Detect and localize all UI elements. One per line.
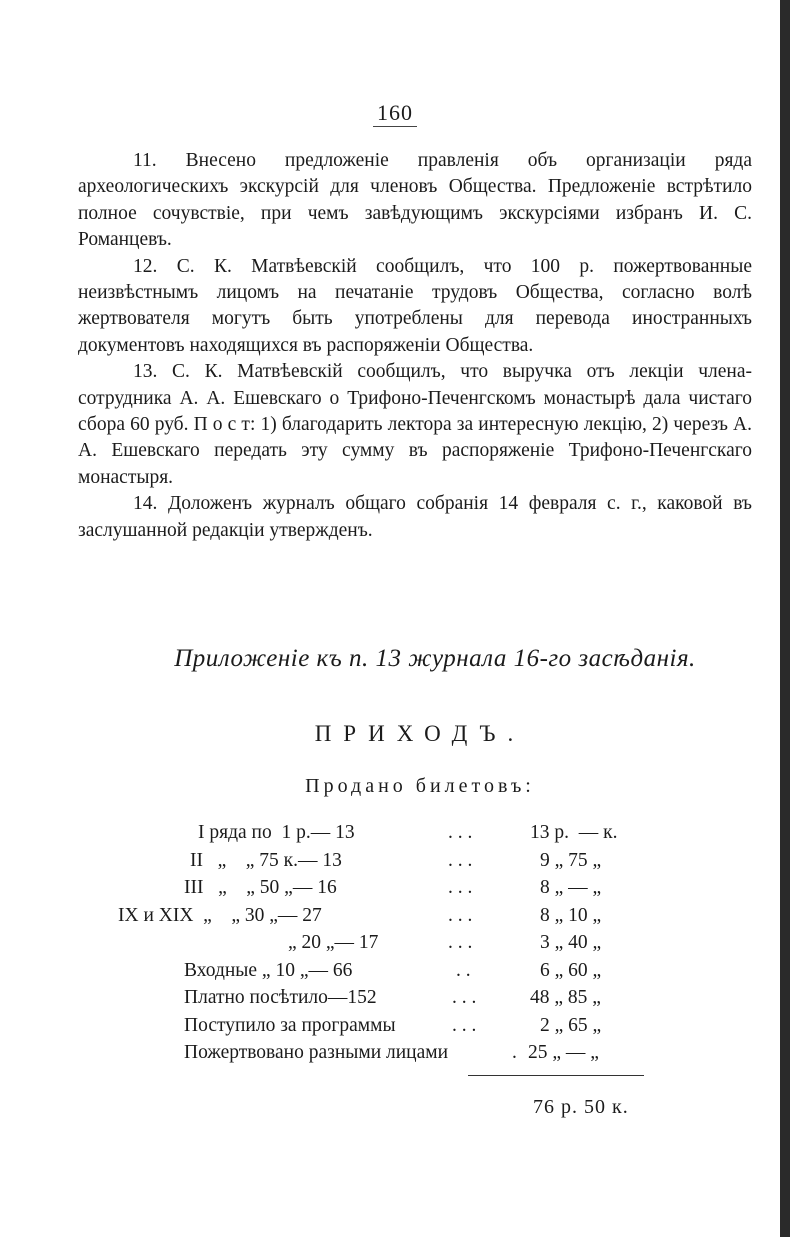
ledger-row	[0, 877, 790, 905]
ledger-row	[0, 822, 790, 850]
paragraph-12: 12. С. К. Матвѣевскiй сообщилъ, что 100 р. пожертвованные неизвѣстнымъ лицомъ на печатанiе трудовъ Общества, согласно волѣ жертвователя могутъ быть употреблены для перевода иностранныхъ документовъ находящихся въ распоряженiи Общества.	[78, 255, 752, 356]
appendix-title: Приложенiе къ п. 13 журнала 16-го засѣданiя.	[174, 645, 696, 672]
ledger-dots: . .	[456, 959, 471, 981]
ledger-desc: II „ „ 75 к.— 13	[190, 849, 342, 871]
ledger-dots: . . .	[452, 1014, 477, 1036]
paragraph-14: 14. Доложенъ журналъ общаго собранiя 14 февраля с. г., каковой въ заслушанной редакцiи утвержденъ.	[78, 493, 752, 541]
income-heading: ПРИХОДЪ.	[314, 721, 526, 746]
ledger-desc: IX и XIX „ „ 30 „— 27	[118, 904, 322, 926]
ledger-desc: Поступило за программы	[184, 1014, 396, 1036]
ledger-amount: 8 „ — „	[540, 877, 602, 898]
ledger-dots: . . .	[448, 904, 473, 926]
ledger-desc: Пожертвовано разными лицами	[184, 1042, 449, 1063]
ledger-total: 76 р. 50 к.	[533, 1096, 629, 1118]
ledger-dots: .	[512, 1042, 517, 1063]
page-number: 160	[0, 100, 790, 126]
ledger-amount: 25 „ — „	[528, 1042, 599, 1063]
ledger-desc: I ряда по 1 р.— 13	[198, 822, 355, 843]
ledger-desc: Входные „ 10 „— 66	[184, 959, 353, 981]
paragraph-11: 11. Внесено предложенiе правленiя объ организацiи ряда археологическихъ экскурсiй для членовъ Общества. Предложенiе встрѣтило полное сочувствiе, при чемъ завѣдующимъ экскурсiями избранъ И. С. Романцевъ.	[78, 150, 752, 251]
ledger-desc: III „ „ 50 „— 16	[184, 877, 337, 898]
ledger-dots: . . .	[448, 877, 473, 898]
ledger-amount: 6 „ 60 „	[540, 959, 602, 981]
ledger-dots: . . .	[452, 987, 477, 1008]
ledger-amount: 3 „ 40 „	[540, 932, 602, 953]
sum-rule	[468, 1075, 644, 1076]
ledger-amount: 13 р. — к.	[530, 822, 618, 843]
ledger-row	[0, 960, 790, 988]
tickets-sold-subheading: Продано билетовъ:	[305, 775, 535, 797]
ledger-row	[0, 932, 790, 960]
ledger-amount: 8 „ 10 „	[540, 904, 602, 926]
minutes-text	[78, 148, 752, 544]
ledger-desc: Платно посѣтило—152	[184, 987, 377, 1008]
ledger-dots: . . .	[448, 932, 473, 953]
ledger-dots: . . .	[448, 849, 473, 871]
income-ledger	[0, 822, 790, 1070]
ledger-amount: 2 „ 65 „	[540, 1014, 602, 1036]
ledger-row	[0, 905, 790, 933]
ledger-desc: „ 20 „— 17	[288, 932, 379, 953]
ledger-amount: 9 „ 75 „	[540, 849, 602, 871]
ledger-row	[0, 1042, 790, 1070]
paragraph-13: 13. С. К. Матвѣевскiй сообщилъ, что выручка отъ лекцiи члена-сотрудника А. А. Ешевскаго о Трифоно-Печенгскомъ монастырѣ дала чистаго сбора 60 руб. П о с т: 1) благодарить лектора за интересную лекцiю, 2) черезъ А. А. Ешевскаго передать эту сумму въ распоряженiе Трифоно-Печенгскаго монастыря.	[78, 361, 752, 488]
ledger-row	[0, 850, 790, 878]
ledger-row	[0, 987, 790, 1015]
ledger-row	[0, 1015, 790, 1043]
ledger-amount: 48 „ 85 „	[530, 987, 601, 1008]
ledger-dots: . . .	[448, 822, 473, 843]
